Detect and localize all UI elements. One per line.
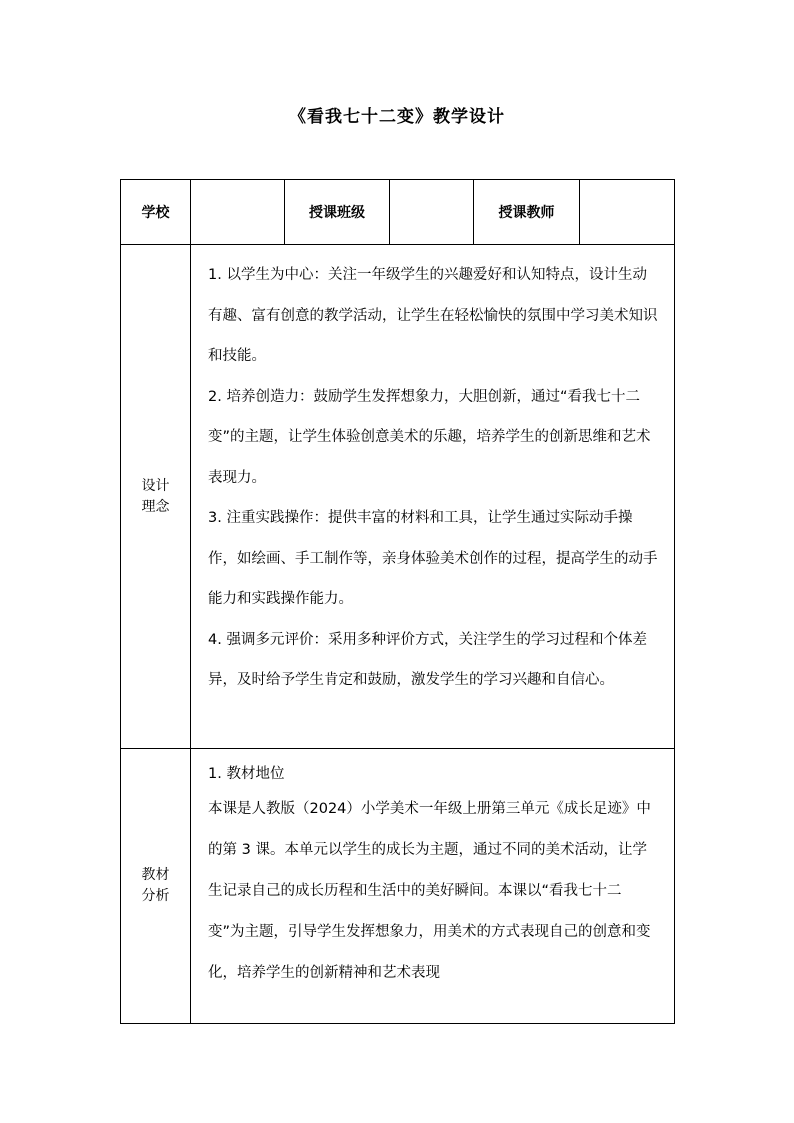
design-concept-item-4: 4. 强调多元评价：采用多种评价方式，关注学生的学习过程和个体差异，及时给予学生肯定和鼓励，激发学生的学习兴趣和自信心。 [208,631,647,688]
design-concept-content [191,245,675,749]
design-concept-label-line1: 设计 [141,477,170,494]
material-analysis-content [191,749,675,1024]
design-concept-item-2: 2. 培养创造力：鼓励学生发挥想象力，大胆创新，通过“看我七十二变”的主题，让学生体验创意美术的乐趣，培养学生的创新思维和艺术表现力。 [208,388,651,486]
class-label: 授课班级 [285,180,390,245]
design-concept-item-3: 3. 注重实践操作：提供丰富的材料和工具，让学生通过实际动手操作，如绘画、手工制作等，亲身体验美术创作的过程，提高学生的动手能力和实践操作能力。 [208,510,658,607]
material-analysis-label-line2: 分析 [141,888,170,904]
material-analysis-row [121,749,675,1024]
material-analysis-label [121,749,191,1024]
design-concept-row [121,245,675,749]
class-value-cell[interactable] [390,180,474,245]
school-value-cell[interactable] [191,180,285,245]
material-analysis-label-line1: 教材 [141,867,170,883]
page-title: 《看我七十二变》教学设计 [289,107,505,127]
material-analysis-heading: 1. 教材地位 [208,766,285,782]
lesson-plan-table [120,179,675,1024]
teacher-value-cell[interactable] [580,180,675,245]
material-analysis-body: 本课是人教版（2024）小学美术一年级上册第三单元《成长足迹》中的第 3 课。本单元以学生的成长为主题，通过不同的美术活动，让学生记录自己的成长历程和生活中的美好瞬间。本课以“看我七十二变”为主题，引导学生发挥想象力，用美术的方式表现自己的创意和变化，培养学生的创新精神和艺术表现 [208,801,651,981]
header-row [121,180,675,245]
school-label: 学校 [121,180,191,245]
design-concept-item-1: 1. 以学生为中心：关注一年级学生的兴趣爱好和认知特点，设计生动有趣、富有创意的教学活动，让学生在轻松愉快的氛围中学习美术知识和技能。 [208,267,658,364]
teacher-label: 授课教师 [474,180,580,245]
design-concept-label-line2: 理念 [141,498,170,515]
design-concept-label [121,245,191,749]
